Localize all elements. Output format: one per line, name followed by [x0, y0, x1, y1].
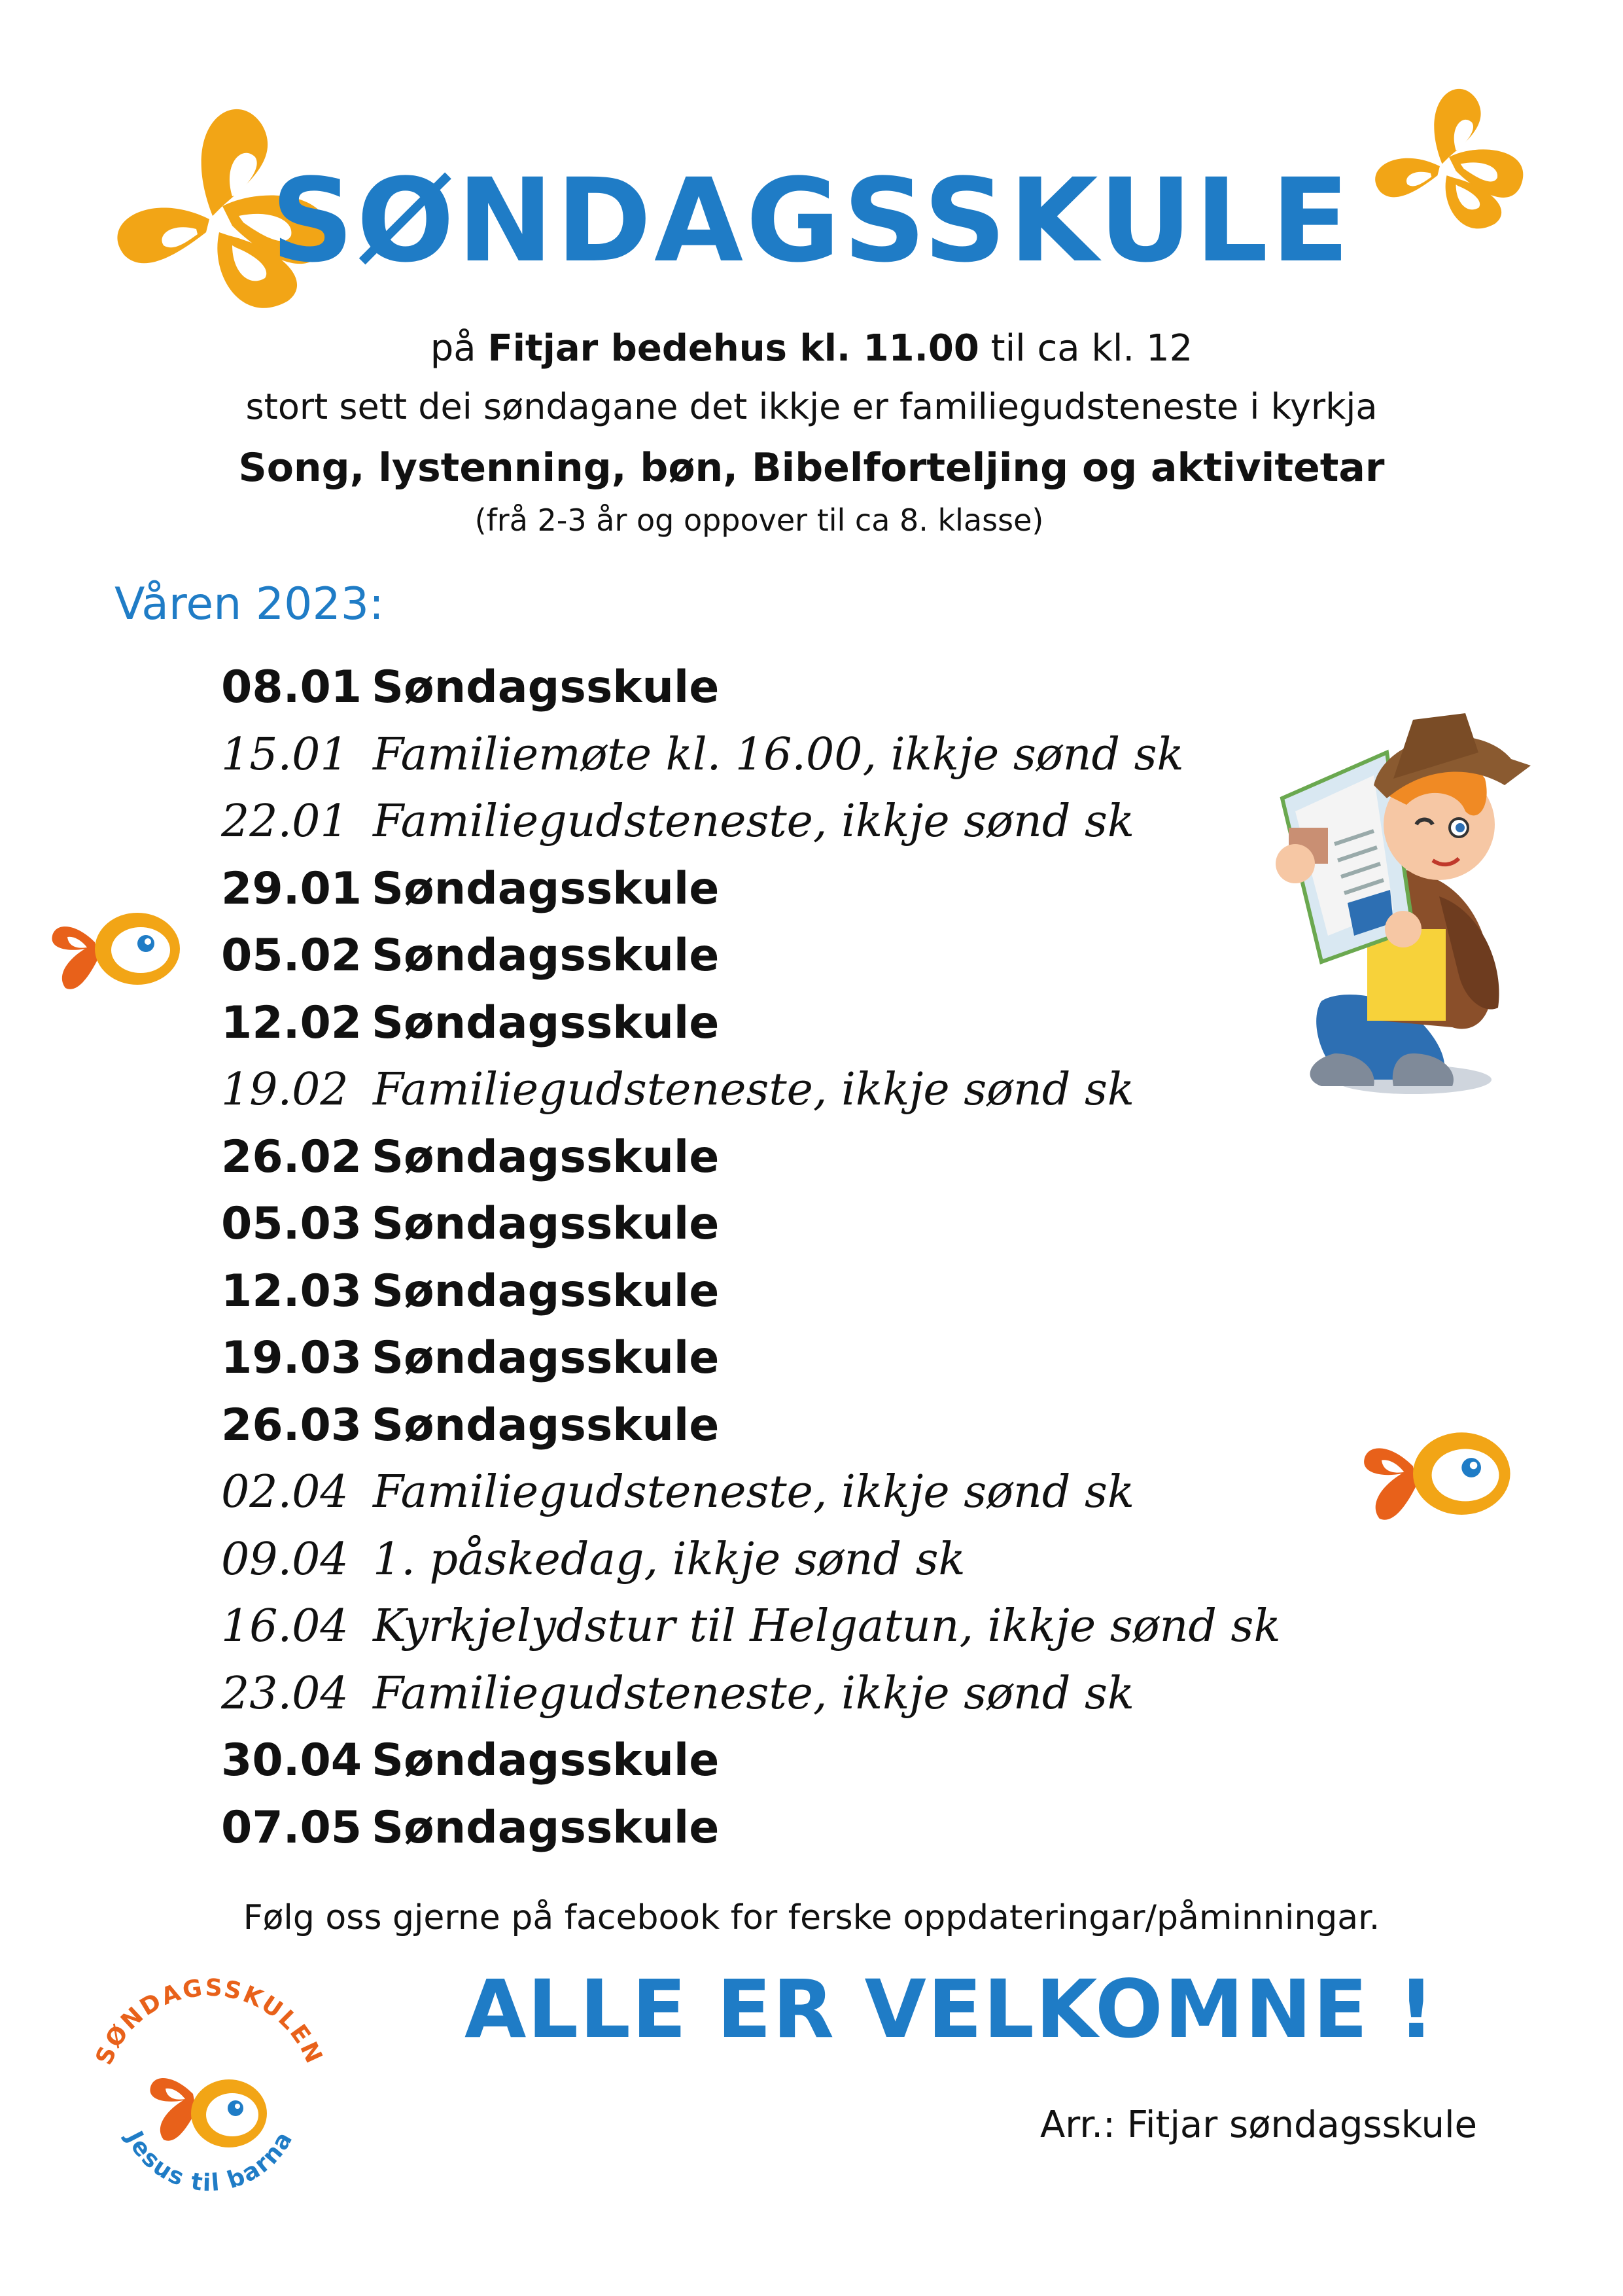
schedule-date: 16.04: [221, 1600, 349, 1653]
schedule-date: 09.04: [221, 1533, 349, 1585]
schedule-row: [221, 1191, 1281, 1258]
schedule-date: 19.02: [221, 1064, 349, 1116]
intro-prefix: på: [430, 327, 476, 370]
schedule-text: Familiegudsteneste, ikkje sønd sk: [373, 1064, 1135, 1116]
schedule-row: [221, 923, 1281, 990]
schedule-date: 07.05: [221, 1801, 362, 1854]
intro-line-4: (frå 2-3 år og oppover til ca 8. klasse): [474, 503, 1044, 538]
schedule-date: 19.03: [221, 1332, 362, 1385]
schedule-text: Søndagsskule: [372, 1735, 720, 1787]
schedule-date: 22.01: [221, 796, 349, 848]
intro-line-2: stort sett dei søndagane det ikkje er familiegudsteneste i kyrkja: [245, 386, 1378, 427]
schedule-date: 02.04: [221, 1466, 349, 1519]
intro-suffix: til ca kl. 12: [990, 327, 1193, 370]
welcome-heading: ALLE ER VELKOMNE !: [464, 1963, 1436, 2056]
schedule-row: [221, 1459, 1281, 1527]
logo-bottom-text: Jesus til barna: [120, 2126, 299, 2197]
schedule-text: 1. påskedag, ikkje sønd sk: [373, 1533, 966, 1585]
schedule-date: 12.03: [221, 1265, 362, 1317]
schedule-text: Søndagsskule: [372, 1332, 720, 1385]
schedule-date: 26.03: [221, 1399, 362, 1451]
schedule-row: [221, 1727, 1281, 1795]
schedule-date: 23.04: [221, 1667, 349, 1720]
schedule-text: Kyrkjelydstur til Helgatun, ikkje sønd sk: [373, 1600, 1281, 1653]
schedule-text: Søndagsskule: [372, 1131, 720, 1183]
schedule-text: Familiegudsteneste, ikkje sønd sk: [373, 1466, 1135, 1519]
schedule-date: 05.03: [221, 1198, 362, 1250]
schedule-row: [221, 1392, 1281, 1460]
schedule-row: [221, 1661, 1281, 1728]
schedule-text: Søndagsskule: [372, 930, 720, 982]
schedule-row: [221, 1593, 1281, 1661]
schedule-text: Familiemøte kl. 16.00, ikkje sønd sk: [373, 728, 1184, 781]
schedule-text: Søndagsskule: [372, 1399, 720, 1451]
schedule-text: Søndagsskule: [372, 1265, 720, 1317]
schedule-text: Søndagsskule: [372, 862, 720, 915]
schedule-row: [221, 1124, 1281, 1192]
arranger-credit: Arr.: Fitjar søndagsskule: [1040, 2104, 1477, 2146]
schedule-text: Søndagsskule: [372, 662, 720, 714]
schedule-date: 08.01: [221, 662, 362, 714]
schedule-row: [221, 856, 1281, 923]
schedule-row: [221, 788, 1281, 856]
schedule-row: [221, 1527, 1281, 1594]
intro-place-time: Fitjar bedehus kl. 11.00: [487, 327, 979, 370]
schedule-text: Søndagsskule: [372, 1801, 720, 1854]
schedule-row: [221, 654, 1281, 722]
follow-note: Følg oss gjerne på facebook for ferske oppdateringar/påminningar.: [243, 1898, 1380, 1937]
fish-icon: [1361, 1413, 1518, 1538]
schedule-row: [221, 1325, 1281, 1392]
schedule-text: Familiegudsteneste, ikkje sønd sk: [373, 796, 1135, 848]
page-title: SØNDAGSSKULE: [271, 154, 1352, 288]
schedule-row: [221, 1795, 1281, 1862]
schedule-row: [221, 1258, 1281, 1326]
schedule-date: 30.04: [221, 1735, 362, 1787]
schedule-text: Søndagsskule: [372, 997, 720, 1049]
schedule-row: [221, 990, 1281, 1057]
schedule-date: 05.02: [221, 930, 362, 982]
svg-text:SØNDAGSSKULEN: [91, 1975, 328, 2069]
logo-top-text: SØNDAGSSKULEN: [90, 1974, 328, 2069]
intro-line-3: Song, lystenning, bøn, Bibelforteljing og aktivitetar: [238, 445, 1385, 491]
schedule-date: 26.02: [221, 1131, 362, 1183]
schedule-row: [221, 1057, 1281, 1124]
schedule-text: Søndagsskule: [372, 1198, 720, 1250]
schedule-date: 12.02: [221, 997, 362, 1049]
schedule-row: [221, 722, 1281, 789]
schedule-list: [221, 654, 1281, 1862]
fish-icon: [49, 896, 186, 1004]
intro-line-1: [0, 327, 1623, 370]
schedule-text: Familiegudsteneste, ikkje sønd sk: [373, 1667, 1135, 1720]
schedule-date: 29.01: [221, 862, 362, 915]
schedule-date: 15.01: [221, 728, 349, 781]
boy-reading-illustration: [1243, 713, 1544, 1106]
sondagsskulen-logo: [79, 1969, 340, 2231]
season-heading: Våren 2023:: [114, 578, 384, 630]
